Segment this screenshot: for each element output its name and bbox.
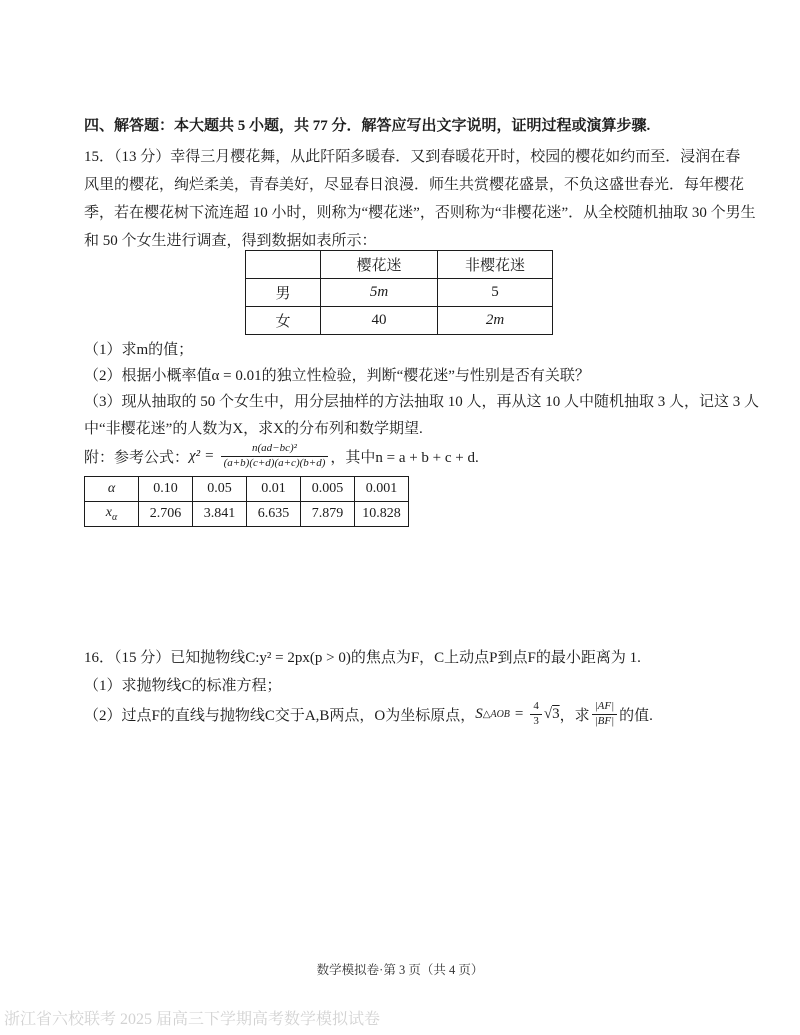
af-bf-ratio-fraction (592, 701, 618, 727)
q15-part2: （2）根据小概率值α = 0.01的独立性检验，判断“樱花迷”与性别是否有关联？ (84, 368, 590, 384)
q15-intro-line-3: 季，若在樱花树下流连超 10 小时，则称为“樱花迷”，否则称为“非樱花迷”．从全校随机抽取 30 个男生 (84, 205, 756, 221)
q15-part3-line-2: 中“非樱花迷”的人数为X，求X的分布列和数学期望. (84, 421, 423, 437)
equals-sign: = (205, 447, 214, 464)
alpha-label: α (85, 477, 139, 502)
q15-part3-line-1: （3）现从抽取的 50 个女生中，用分层抽样的方法抽取 10 人，再从这 10 人中随机抽取 3 人，记这 3 人 (84, 394, 760, 410)
alpha-value: 0.001 (355, 477, 409, 502)
male-fan-count: 5m (321, 279, 438, 307)
q15-part1: （1）求m的值； (84, 342, 194, 358)
fraction-numerator: 4 (530, 701, 542, 715)
q16-part2-text: ，求 (559, 707, 590, 724)
q16-part2-text: 的值. (619, 707, 653, 724)
critical-value: 7.879 (301, 502, 355, 527)
table-row (85, 477, 409, 502)
area-symbol: S (475, 705, 483, 722)
equals-sign: = (514, 705, 524, 722)
x-alpha-label: $x_\alpha$ (85, 502, 139, 527)
q16-part2 (84, 697, 720, 731)
critical-value: 6.635 (247, 502, 301, 527)
q15-intro-line-1: 15．（13 分）幸得三月樱花舞，从此阡陌多暖春．又到春暖花开时，校园的樱花如约而至．浸润在春 (84, 149, 741, 165)
table-row (85, 502, 409, 527)
critical-value: 10.828 (355, 502, 409, 527)
area-subscript: △AOB (482, 708, 510, 720)
q15-intro-line-2: 风里的樱花，绚烂柔美，青春美好，尽显春日浪漫．师生共赏樱花盛景，不负这盛世春光．每年樱花 (84, 177, 745, 193)
table-row (246, 279, 553, 307)
alpha-value: 0.05 (193, 477, 247, 502)
q16-intro: 16．（15 分）已知抛物线C:y² = 2px(p > 0)的焦点为F，C上动点P到点F的最小距离为 1. (84, 650, 641, 666)
contingency-table (245, 250, 553, 335)
female-fan-count: 40 (321, 307, 438, 335)
fraction-denominator: (a+b)(c+d)(a+c)(b+d) (223, 456, 326, 469)
page-footer: 数学模拟卷·第 3 页（共 4 页） (316, 963, 484, 977)
reference-formula (84, 438, 720, 474)
table-corner-cell (246, 251, 321, 279)
female-nonfan-count: 2m (438, 307, 553, 335)
chi-squared-symbol: χ² (189, 447, 201, 464)
critical-value-table (84, 476, 409, 527)
section-heading: 四、解答题：本大题共 5 小题，共 77 分．解答应写出文字说明，证明过程或演算步骤. (84, 118, 651, 134)
q15-intro-line-4: 和 50 个女生进行调查，得到数据如表所示： (84, 233, 377, 249)
formula-prefix: 附：参考公式： (84, 449, 190, 466)
q16-part2-text: （2）过点F的直线与抛物线C交于A,B两点，O为坐标原点， (84, 707, 476, 724)
table-header-fan: 樱花迷 (321, 251, 438, 279)
radical-sign: √ (543, 705, 553, 722)
critical-value: 3.841 (193, 502, 247, 527)
row-label-female: 女 (246, 307, 321, 335)
q16-part1: （1）求抛物线C的标准方程； (84, 678, 282, 694)
table-row (246, 251, 553, 279)
four-thirds-fraction (530, 701, 542, 727)
formula-suffix: ，其中n = a + b + c + d. (330, 449, 479, 466)
row-label-male: 男 (246, 279, 321, 307)
watermark-text: 浙江省六校联考 2025 届高三下学期高考数学模拟试卷 (4, 1011, 381, 1028)
fraction-denominator: 3 (533, 714, 539, 727)
male-nonfan-count: 5 (438, 279, 553, 307)
alpha-value: 0.10 (139, 477, 193, 502)
fraction-numerator: n(ad−bc)² (221, 443, 329, 457)
chi-squared-fraction (221, 443, 329, 469)
radicand: 3 (552, 705, 560, 722)
alpha-value: 0.005 (301, 477, 355, 502)
fraction-numerator: |AF| (592, 701, 618, 715)
critical-value: 2.706 (139, 502, 193, 527)
fraction-denominator: |BF| (594, 714, 615, 727)
table-row (246, 307, 553, 335)
alpha-value: 0.01 (247, 477, 301, 502)
table-header-nonfan: 非樱花迷 (438, 251, 553, 279)
x-alpha-subscript: α (111, 511, 118, 523)
